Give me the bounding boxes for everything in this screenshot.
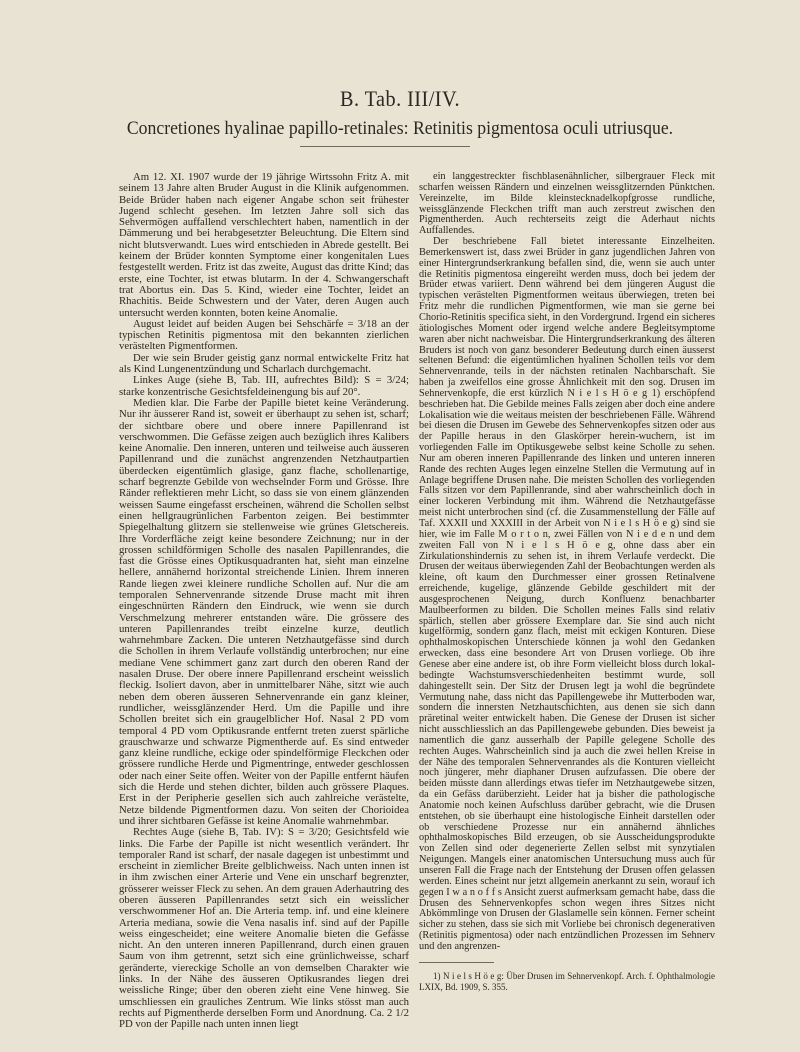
paragraph: Rechtes Auge (siehe B, Tab. IV): S = 3/20; Gesichtsfeld wie links. Die Farbe der Papille ist nicht wesentlich verändert. Ihr temporaler Rand ist scharf, der nasale dagegen ist unbestimmt und erscheint in ziemlicher Breite gelblichweiss. Nach unten innen ist in ihm zwischen einer Arterie und Vene ein unscharf begrenzter, grösserer weisser Fleck zu sehen. An dem grauen Aderhautring des oberen äusseren Papillenrandes setzt sich ein weisslicher verschwommener Hof an. Die Arteria temp. inf. und eine kleinere Arteria mediana, sowie die Vena nasalis inf. sind auf der Papille weiss eingescheidet; eine weitere Anomalie bieten die Gefässe nicht. An den unteren inneren Papillenrand, durch einen grauen Saum von ihm getrennt, setzt sich eine grünlichweisse, scharf geränderte, viereckige Scholle an von demselben Charakter wie links. In der Nähe des äusseren Optikusrandes liegen drei weissliche Ringe; über den oberen zieht eine Vene hinweg. Sie umschliessen ein grauliches Zentrum. Wie links stösst man auch rechts auf Pigmentherde derselben Form und Anordnung. Ca. 2 1/2 PD von der Papille nach unten innen liegt — [119, 826, 409, 1031]
paragraph: Der wie sein Bruder geistig ganz normal entwickelte Fritz hat als Kind Lungenentzündung und Scharlach durchgemacht. — [119, 351, 409, 376]
paragraph: Linkes Auge (siehe B, Tab. III, aufrechtes Bild): S = 3/24; starke konzentrische Gesichtsfeldeinengung bis auf 20°. — [119, 374, 409, 398]
plate-title: B. Tab. III/IV. — [339, 86, 460, 111]
footnote — [419, 971, 715, 992]
left-text-column — [119, 172, 409, 1031]
paragraph: August leidet auf beiden Augen bei Sehschärfe = 3/18 an der typischen Retinitis pigmentosa mit den bekannten zierlichen verästelten Pigmentformen. — [119, 317, 409, 353]
page-header — [0, 86, 800, 140]
plate-subtitle: Concretiones hyalinae papillo-retinales: Retinitis pigmentosa oculi utriusque. — [126, 118, 674, 139]
paragraph: Medien klar. Die Farbe der Papille bietet keine Veränderung. Nur ihr äusserer Rand ist, soweit er überhaupt zu sehen ist, scharf; der sichtbare obere und obere innere Papillenrand ist verschwommen. Die Gefässe zeigen auch bezüglich ihres Kalibers keine Anomalie. Den inneren, unteren und teilweise auch äusseren Papillenrand und die zunächst angrenzenden Netzhautpartien überdecken eigentümlich glasige, ganz flache, schollenartige, scharf begrenzte Gebilde von wechselnder Form und Grösse. Ihre Ränder reflektieren mehr Licht, so dass sie von einem glänzenden weissen Saume eingefasst erscheinen, während die Schollen selbst einen hellgraugrünlichen Farbenton zeigen. Bei bestimmter Spiegelhaltung glitzern sie stellenweise wie grünes Gletschereis. Ihre Vorderfläche zeigt keine besondere Zeichnung; nur in der grossen schildförmigen Scholle des nasalen Papillenrandes, die fast die Grösse eines Optikusquadranten hat, sieht man einzelne hellere, annähernd horizontal streichende Linien. Ihrem inneren Rande liegen zwei kleinere rundliche Schollen auf. Nur die am temporalen Sehnervenrande sitzende Druse macht mit ihren eingeschnürten Rändern den Eindruck, wie wenn sie durch Verschmelzung mehrerer entstanden wäre. Die grössere des unteren Papillenrandes treibt einzelne kurze, deutlich wahrnehmbare Zacken. Die unteren Netzhautgefässe sind durch die Schollen in ihrem Verlaufe vollständig unterbrochen; nur eine mediane Vene schimmert ganz zart durch den oberen Rand der nasalen Druse. Der obere innere Papillenrand erscheint weisslich fleckig. Isoliert davon, aber in unmittelbarer Nähe, sitzt wie auch neben dem oberen äusseren Sehnervenrande ein ganz kleiner, rundlicher, weissglänzender Herd. Um die Papille und ihre Schollen breitet sich ein graugelblicher Hof. Nasal 2 PD vom temporal 4 PD vom Optikusrande entfernt treten zuerst spärliche grauschwarze und schwarze Pigmentherde auf. Es sind entweder ganz kleine rundliche, eckige oder spindelförmige Fleckchen oder grössere rundliche Herde und Pigmentringe, entweder geschlossen oder nach einer Seite offen. Weiter von der Papille entfernt häufen sich die Herde und stehen dichter, bilden auch grössere Plaques. Erst in der Peripherie gesellen sich auch zahlreiche verästelte, Netze bildende Pigmentformen dazu. Von seiten der Chorioidea und ihrer sichtbaren Gefässe ist keine Anomalie wahrnehmbar. — [119, 396, 409, 827]
paragraph: Am 12. XI. 1907 wurde der 19 jährige Wirtssohn Fritz A. mit seinem 13 Jahre alten Bruder August in die Klinik aufgenommen. Beide Brüder haben nach eigener Angabe schon seit frühester Jugend schlecht gesehen. Im letzten Jahre soll sich das Sehvermögen auffallend verschlechtert haben, namentlich in der Dämmerung und bei herabgesetzter Beleuchtung. Die Eltern sind nicht blutsverwandt. Lues wird entschieden in Abrede gestellt. Bei keinem der Brüder konnten Symptome einer kongenitalen Lues festgestellt werden. Fritz ist das zweite, August das dritte Kind; das erste, eine Tochter, ist etwas blutarm. In der 4. Schwangerschaft trat Abortus ein. Das 5. Kind, wieder eine Tochter, leidet an Rhachitis. Beide Schwestern und der Vater, deren Augen auch untersucht werden konnten, boten keine Anomalie. — [119, 171, 409, 319]
footnote-text: 1) N i e l s H ö e g: Über Drusen im Sehnervenkopf. Arch. f. Ophthalmologie LXIX, Bd. 1909, S. 355. — [419, 971, 715, 992]
paragraph: Der beschriebene Fall bietet interessante Einzelheiten. Bemerkenswert ist, dass zwei Brüder in ganz jugendlichen Jahren von einer Hintergrundserkrankung befallen sind, die, wenn sie auch unter die Retinitis pigmentosa eingereiht werden muss, doch bei jedem der Brüder etwas variiert. Denn während bei dem jüngeren August die typischen verästelten Pigmentformen weitaus überwiegen, treten bei Fritz mehr die rundlichen Pigmentformen, wie man sie gerne bei Chorio-Retinitis specifica sieht, in den Vordergrund. Irgend ein sicheres ätiologisches Moment oder irgend welche andere Begleitsymptome waren aber nicht nachweisbar. Die Hintergrundserkrankung des älteren Bruders ist noch von ganz besonderer Bedeutung durch einen äusserst seltenen Befund: die eigentümlichen hyalinen Schollen teils vor dem Sehnervenrande, teils in der nächsten retinalen Nachbarschaft. Sie haben ja zweifellos eine grosse Ähnlichkeit mit den sog. Drusen im Sehnervenkopfe, die erst kürzlich N i e l s H ö e g 1) erschöpfend beschrieben hat. Die Gebilde meines Falls zeigen aber doch eine andere Lokalisation wie die weitaus meisten der beschriebenen Fälle. Während bei diesen die Drusen im Gewebe des Sehnervenkopfes sitzen oder aus der Papille heraus in den Glaskörper herein-wuchern, ist im vorliegenden Falle im Optikusgewebe selbst keine Scholle zu sehen. Nur am oberen inneren Papillenrande des linken und unteren inneren Rande des rechten Auges legen einzelne Stellen die Vermutung auf in Anlage begriffene Drusen nahe. Die meisten Schollen des vorliegenden Falls sitzen vor dem Papillenrande, sind aber wahrscheinlich doch in einer lockeren Verbindung mit ihm. Während die Netzhautgefässe meist nicht unterbrochen sind (cf. die Zusammenstellung der Fälle auf Taf. XXXII und XXXIII in der Arbeit von N i e l s H ö e g) sind sie hier, wie im Falle M o r t o n, zwei Fällen von N i e d e n und dem zweiten Fall von N i e l s H ö e g, ohne dass aber ein Zirkulationshindernis zu sehen ist, in ihrem Verlaufe verdeckt. Die Drusen der weitaus überwiegenden Zahl der Beobachtungen werden als kleine, oft kaum den Durchmesser einer grossen Retinalvene erreichende, kugelige, glänzende Gebilde geschildert mit der ausgesprochenen Neigung, durch Konfluenz benachbarter Maulbeerformen zu bilden. Die Schollen meines Falls sind relativ spärlich, stellen aber grössere Exemplare dar. Sie sind auch nicht kugelförmig, sondern ganz flach, meist mit eckigen Konturen. Diese ophthalmoskopischen Unterschiede können ja wohl den Gedanken erwecken, dass eine besondere Art von Drusen vorliege. Ob ihre Genese aber eine andere ist, ob ihre Form vielleicht bloss durch lokal-bedingte Wachstumsverschiedenheiten bestimmt wurde, soll dahingestellt sein. Der Sitz der Drusen legt ja wohl die begründete Vermutung nahe, dass nicht das Papillengewebe ihr Mutterboden war, sondern die innersten Netzhautschichten, aus denen sie sich dann präretinal weiter entwickelt haben. Die Genese der Drusen ist sicher nicht ausschliesslich an das Papillengewebe gebunden. Dies beweist ja namentlich die ganz ausserhalb der Papille gelegene Scholle des rechten Auges. Wahrscheinlich sind ja auch die zwei hellen Kreise in der Nähe des temporalen Sehnervenrandes als die Konturen vielleicht noch jüngerer, mehr diaphaner Drusen aufzufassen. Die obere der beiden müsste dann allerdings etwas tiefer im Netzhautgewebe sitzen, da ein Gefäss darüberzieht. Leider hat ja bisher die pathologische Anatomie noch keinen Aufschluss darüber gebracht, wie die Drusen entstehen, ob sie überhaupt eine histologische Einheit darstellen oder ob verschiedene Prozesse nur ein annähernd ähnliches ophthalmoskopisches Bild erzeugen, ob sie Ausscheidungsprodukte von Zellen sind oder degenerierte Zellen selbst mit synzytialen Neigungen. Mangels einer anatomischen Untersuchung muss auch für unseren Fall die Frage nach der Entstehung der Drusen offen gelassen werden. Eines scheint nur jetzt allgemein anerkannt zu sein, worauf ich gegen I w a n o f f s Ansicht zuerst aufmerksam gemacht habe, dass die Drusen des Sehnervenkopfes schon wegen ihres Sitzes nicht Abkömmlinge von Drusen der Glaslamelle sein können. Ferner scheint sicher zu stehen, dass sie sich mit Vorliebe bei chronisch degenerativen (Retinitis pigmentosa) oder nach entzündlichen Prozessen im Sehnerv und den angrenzen- — [419, 236, 715, 952]
right-text-column — [419, 172, 715, 953]
title-divider — [300, 146, 470, 147]
footnote-divider — [419, 962, 494, 963]
paragraph: ein langgestreckter fischblasenähnlicher, silbergrauer Fleck mit scharfen weissen Rändern und einzelnen weissglitzernden Pünktchen. Vereinzelte, im Bilde kleinstecknadelkopfgrosse rundliche, weissglänzende Fleckchen trifft man auch zerstreut zwischen den Pigmentherden. Auch rechterseits zeigt die Aderhaut nichts Auffallendes. — [419, 171, 715, 237]
